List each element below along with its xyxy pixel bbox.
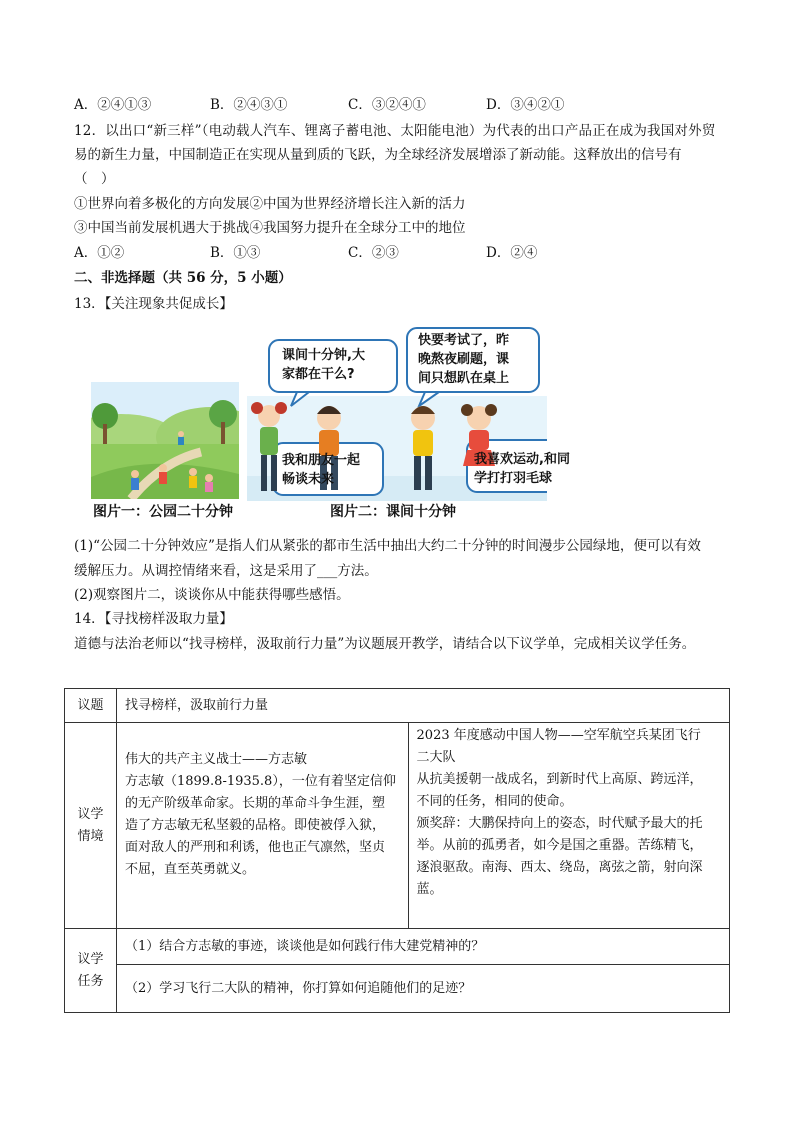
q12-stem-line1: 12．以出口“新三样”（电动载人汽车、锂离子蓄电池、太阳能电池）为代表的出口产品正在成为我国对外贸 — [74, 123, 716, 139]
q12-options — [74, 243, 634, 263]
q13-title: 13．【关注现象共促成长】 — [74, 296, 233, 312]
discussion-table — [64, 688, 730, 1013]
bubble4-text: 我喜欢运动,和同 学打打羽毛球 — [474, 452, 570, 486]
q12-option-d: D．②④ — [486, 245, 538, 261]
section2-title: 二、非选择题（共 56 分，5 小题） — [74, 270, 292, 286]
q11-option-c: C．③②④① — [348, 97, 426, 113]
q12-option-b: B．①③ — [210, 245, 261, 261]
bubble3-text: 我和朋友一起 畅谈未来 — [282, 453, 361, 487]
table-context-fangzhimin: 伟大的共产主义战士——方志敏 方志敏（1899.8-1935.8），一位有着坚定信仰 的无产阶级革命家。长期的革命斗争生涯，塑 造了方志敏无私坚毅的品格。即使被俘入狱， 面对敌人的严刑和利诱，他也正气凛然，坚贞 不屈，直至英勇就义。 — [116, 723, 408, 929]
q12-items-line2: ③中国当前发展机遇大于挑战④我国努力提升在全球分工中的地位 — [74, 220, 466, 236]
table-context-flight-squadron: 2023 年度感动中国人物——空军航空兵某团飞行 二大队 从抗美援朝一战成名，到新时代上高原、跨远洋， 不同的任务，相同的使命。 颁奖辞：大鹏保持向上的姿态，时代赋予最大的托 举。从前的孤勇者，如今是国之重器。苦练精飞， 逐浪驱敌。南海、西太、绕岛，离弦之箭，射向深 蓝。 — [408, 723, 729, 929]
q12-stem-line2: 易的新生力量，中国制造正在实现从量到质的飞跃，为全球经济发展增添了新动能。这释放出的信号有 — [74, 147, 682, 163]
q11-option-a: A．②④①③ — [74, 97, 152, 113]
q13-sub1-line1: (1)“公园二十分钟效应”是指人们从紧张的都市生活中抽出大约二十分钟的时间漫步公园绿地，便可以有效 — [74, 538, 701, 554]
q12-items-line1: ①世界向着多极化的方向发展②中国为世界经济增长注入新的活力 — [74, 196, 466, 212]
table-label-topic: 议题 — [65, 689, 117, 723]
caption-picture1: 图片一：公园二十分钟 — [93, 504, 233, 520]
park-illustration — [91, 382, 239, 499]
table-task-1: （1）结合方志敏的事迹，谈谈他是如何践行伟大建党精神的？ — [116, 929, 729, 965]
table-label-tasks: 议学 任务 — [65, 929, 117, 1013]
table-label-context: 议学 情境 — [65, 723, 117, 929]
bubble2-text: 快要考试了，昨 晚熬夜刷题，课 间只想趴在桌上 — [418, 333, 510, 386]
q12-answer-blank: （ ） — [74, 171, 115, 187]
q14-intro: 道德与法治老师以“找寻榜样，汲取前行力量”为议题展开教学，请结合以下议学单，完成相关议学任务。 — [74, 636, 696, 652]
caption-picture2: 图片二：课间十分钟 — [330, 504, 456, 520]
table-task-2: （2）学习飞行二大队的精神，你打算如何追随他们的足迹？ — [116, 965, 729, 1013]
bubble1-text: 课间十分钟,大 家都在干么? — [282, 348, 365, 382]
q14-title: 14．【寻找榜样汲取力量】 — [74, 611, 233, 627]
q12-option-c: C．②③ — [348, 245, 399, 261]
q12-option-a: A．①② — [74, 245, 125, 261]
table-topic-value: 找寻榜样，汲取前行力量 — [116, 689, 729, 723]
q13-sub1-line2: 缓解压力。从调控情绪来看，这是采用了___方法。 — [74, 563, 378, 579]
q11-option-b: B．②④③① — [210, 97, 288, 113]
q11-option-d: D．③④②① — [486, 97, 565, 113]
q13-sub2: (2)观察图片二，谈谈你从中能获得哪些感悟。 — [74, 587, 350, 603]
q11-options — [74, 95, 634, 115]
